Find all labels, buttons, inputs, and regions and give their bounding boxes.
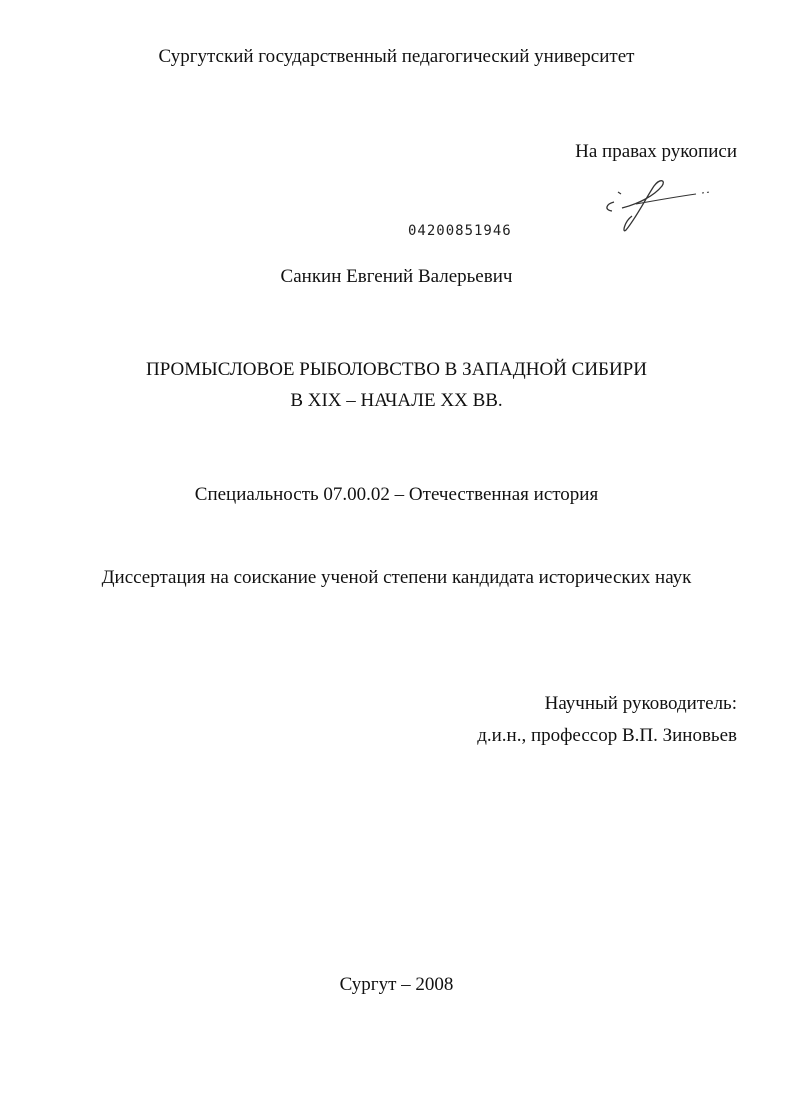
author-name: Санкин Евгений Валерьевич	[280, 266, 513, 287]
manuscript-note: На правах рукописи	[575, 141, 737, 162]
registration-number: 04200851946	[408, 223, 512, 239]
title-line-1: ПРОМЫСЛОВОЕ РЫБОЛОВСТВО В ЗАПАДНОЙ СИБИРИ	[146, 359, 647, 380]
degree: Диссертация на соискание ученой степени кандидата исторических наук	[101, 567, 692, 588]
supervisor-name: д.и.н., профессор В.П. Зиновьев	[477, 725, 737, 746]
signature-icon	[598, 174, 718, 238]
specialty: Специальность 07.00.02 – Отечественная история	[194, 484, 599, 505]
city-year: Сургут – 2008	[339, 974, 454, 995]
university-name: Сургутский государственный педагогический университет	[158, 46, 635, 67]
title-line-2: В XIX – НАЧАЛЕ XX ВВ.	[290, 390, 503, 411]
supervisor-label: Научный руководитель:	[544, 693, 737, 714]
